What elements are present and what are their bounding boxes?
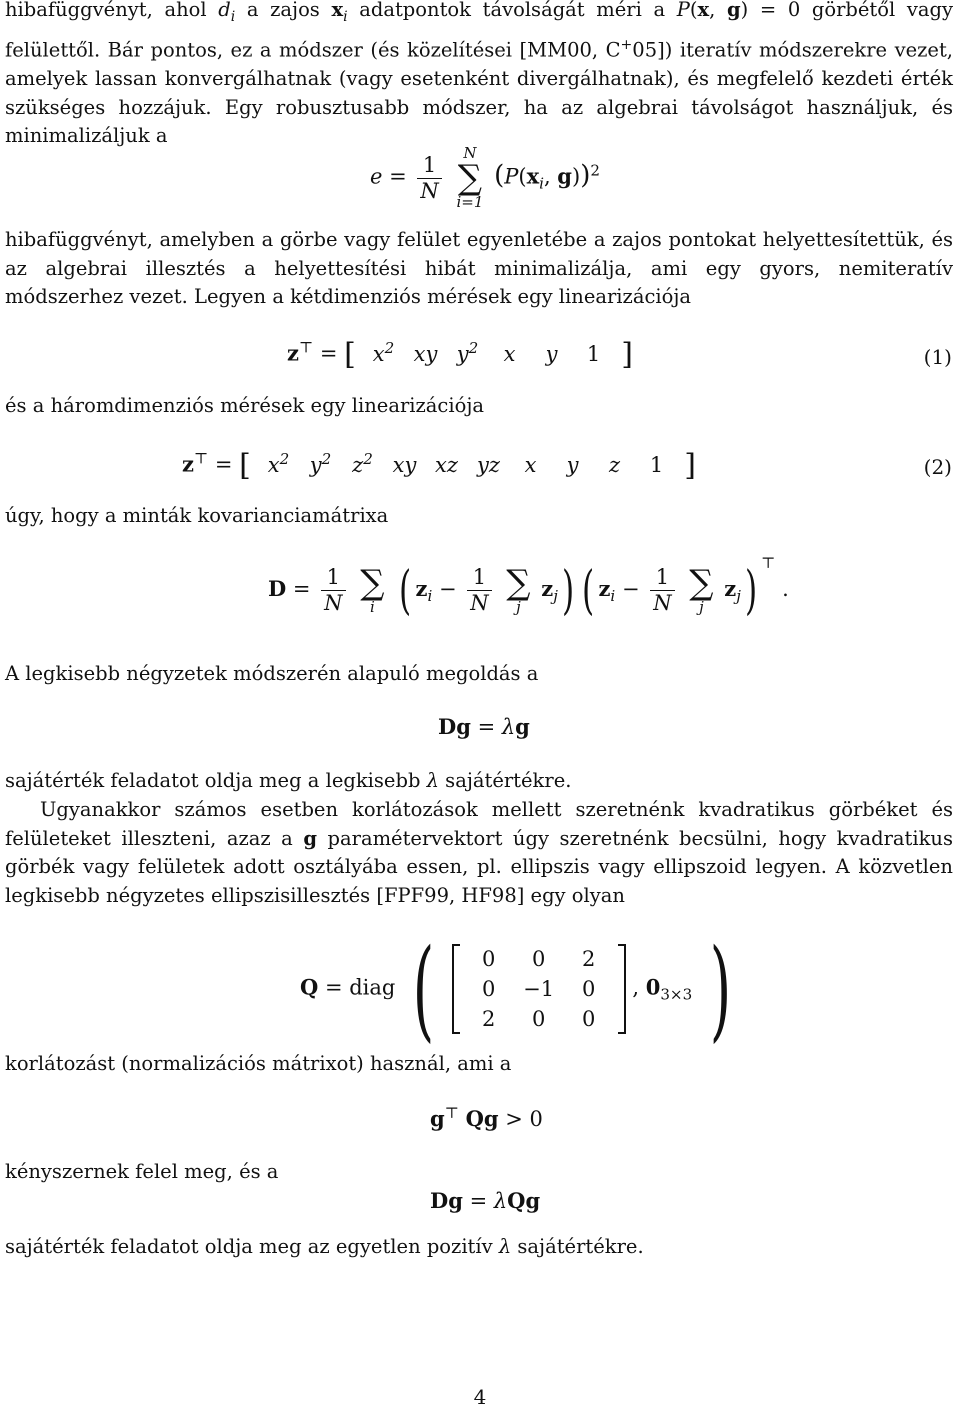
equation-covariance-matrix: D = $\frac{1}{N}$ ∑ i ( $z_i$ − $\frac{1}{N}$ ∑ j $z_j$) ( $z_i$ − $\frac{1}{N}$ ∑ j $z_j$) ⊤ . [268, 554, 789, 621]
paragraph-intro: hibafüggvényt, ahol $d_i$ a zajos $x_i$ adatpontok távolságát méri a P(x, g) = 0 görbétől vagy felülettől. Bár pontos, ez a módszer (és közelítései [MM00, C+05]) iteratív módszerekre vezet, amelyek lassan konvergálhatnak (vagy esetenként divergálhatnak), és megfelelő kezdeti érték szükséges hozzájuk. Egy robusztusabb módszer, ha az algebrai távolságot használjuk, és minimalizáljuk a [5, 0, 954, 148]
equation-error-function: e = $\frac{1}{N}$ N ∑ i=1 ($P(x_i$, g))$^2$ [370, 144, 600, 211]
paragraph-eigenvalue-smallest: sajátérték feladatot oldja meg a legkisebb λ sajátértékre. [5, 769, 572, 792]
paragraph-normalization: korlátozást (normalizációs mátrixot) használ, ami a [5, 1052, 512, 1075]
equation-constraint: g⊤ Qg > 0 [430, 1104, 543, 1131]
paragraph-constrained-fit: Ugyanakkor számos esetben korlátozások mellett szeretnénk kvadratikus görbéket és felületeket illeszteni, azaz a g paramétervektort úgy szeretnénk becsülni, hogy kvadratikus görbék vagy felületek adott osztályába essen, pl. ellipszis vagy ellipszoid legyen. A közvetlen legkisebb négyzetes ellipszisillesztés [FPF99, HF98] egy olyan [5, 798, 953, 907]
q-submatrix: 0 0 2 0 −1 0 2 0 0 [452, 944, 626, 1034]
paragraph-algebraic-fit: hibafüggvényt, amelyben a görbe vagy felület egyenletébe a zajos pontokat helyettesítettük, és az algebrai illesztés a helyettesítési hibát minimalizálja, ami egy gyors, nemiteratív módszerhez vezet. Legyen a kétdimenziós mérések egy linearizációja [5, 228, 953, 308]
equation-eigen-dg: Dg = λg [438, 714, 530, 739]
paragraph-least-squares: A legkisebb négyzetek módszerén alapuló megoldás a [5, 662, 539, 685]
equation-linearization-2d: z⊤ = [ $x^2$ xy $y^2$ x y 1 ] [287, 337, 633, 372]
paragraph-covariance-intro: úgy, hogy a minták kovarianciamátrixa [5, 504, 389, 527]
equation-number-1: (1) [923, 345, 952, 369]
equation-generalized-eigen: Dg = λQg [430, 1188, 541, 1213]
page-number: 4 [473, 1385, 487, 1409]
equation-number-2: (2) [923, 455, 952, 479]
paragraph-3d-intro: és a háromdimenziós mérések egy linearizációja [5, 394, 484, 417]
paragraph-constraint-intro: kényszernek felel meg, és a [5, 1160, 279, 1183]
paragraph-eigenvalue-positive: sajátérték feladatot oldja meg az egyetlen pozitív λ sajátértékre. [5, 1235, 644, 1258]
equation-linearization-3d: z⊤ = [ $x^2$ $y^2$ $z^2$ xy xz yz x y z 1 ] [182, 448, 696, 483]
equation-q-matrix: Q = diag ( 0 0 2 0 −1 0 2 0 0 , $0_{3\times 3}$ ) [300, 925, 732, 1053]
